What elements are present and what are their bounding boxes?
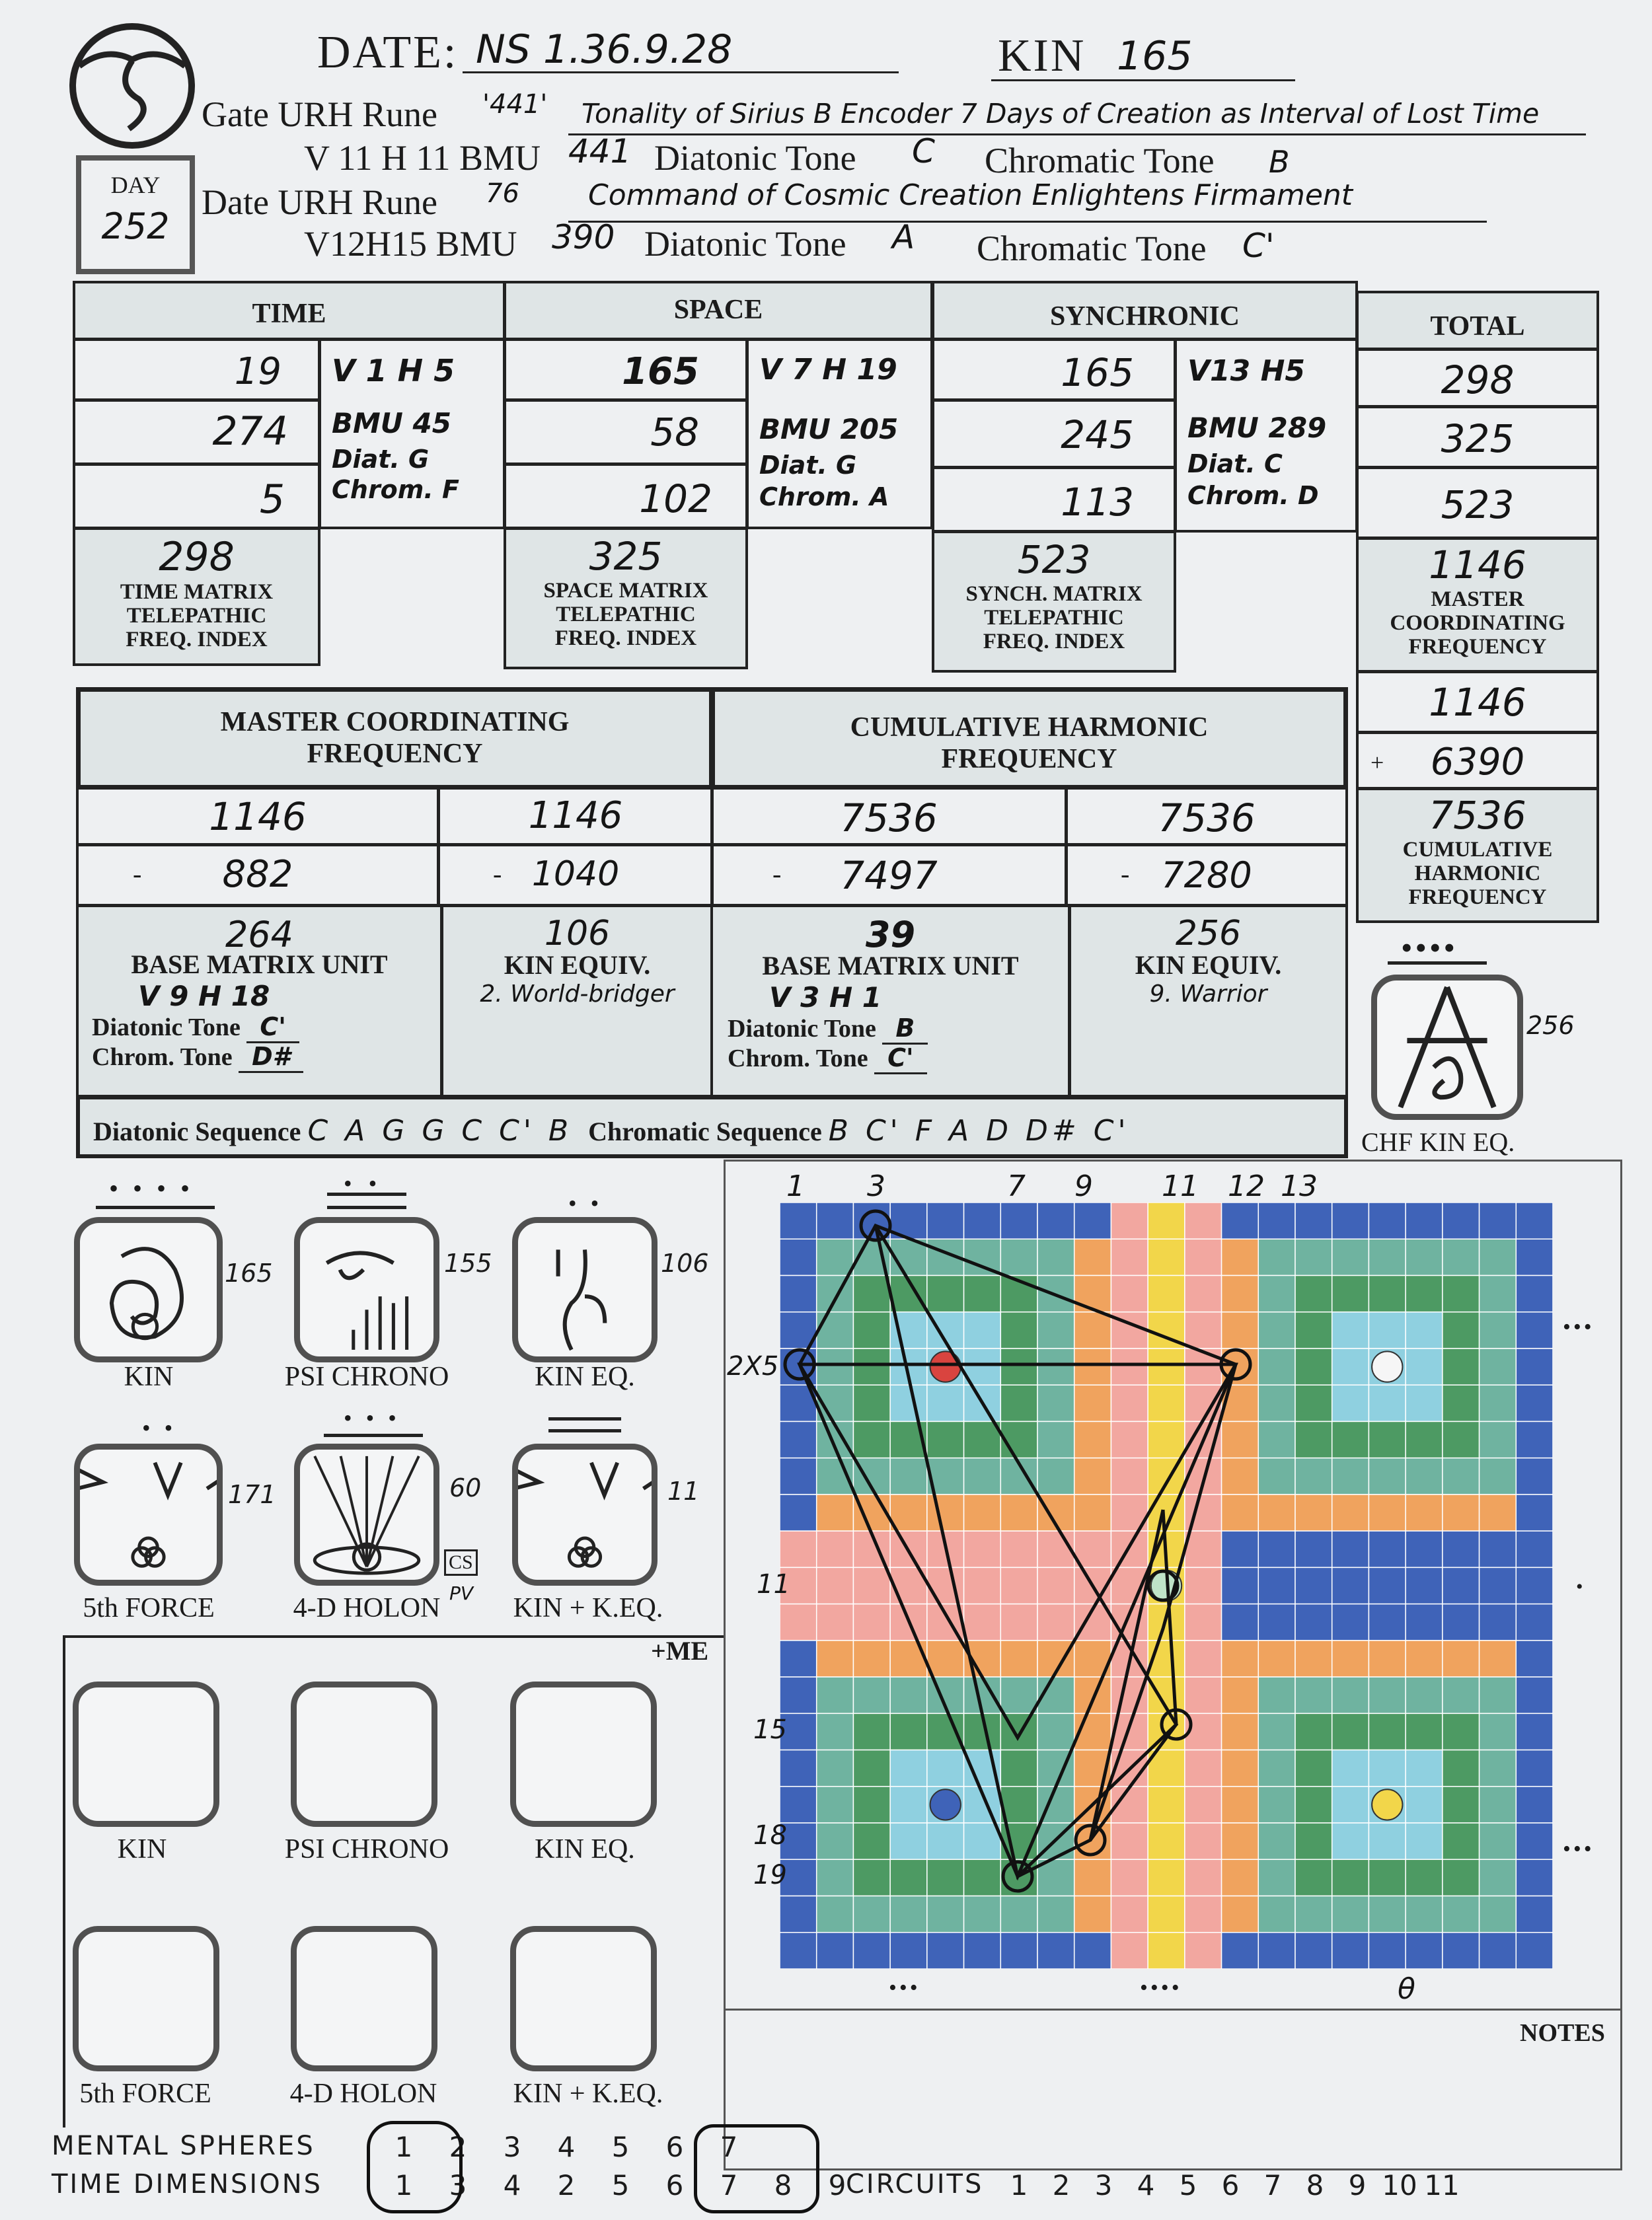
calc-res-value: 39 (865, 914, 916, 955)
chf-caption: CUMULATIVE (1402, 838, 1553, 862)
kin-equiv-name: 9. Warrior (1149, 980, 1267, 1008)
top-mark: 7 (1007, 1169, 1026, 1203)
side-mark-2x5: 2X5 (727, 1351, 779, 1382)
sync-caption: SYNCH. MATRIX (965, 582, 1143, 606)
me-kin-eq-box[interactable] (510, 1682, 657, 1827)
holon-pv: PV (449, 1582, 474, 1604)
calc-top-1 (76, 786, 439, 846)
chf-value: 7536 (1429, 793, 1526, 838)
mcf-title: MASTER COORDINATING (220, 707, 570, 737)
master-coordinating-frequency (1356, 537, 1599, 673)
time-diat: Diat. G (332, 445, 430, 474)
top-mark: 3 (867, 1169, 885, 1203)
time-dimension-number[interactable]: 8 (774, 2169, 792, 2202)
mcf-value: 1146 (1429, 542, 1526, 587)
chf-title: CUMULATIVE HARMONIC (850, 712, 1209, 743)
time-caption: TIME MATRIX (120, 580, 274, 604)
holon-cs: CS (444, 1549, 478, 1576)
circuit-number[interactable]: 7 (1263, 2169, 1282, 2202)
date-diatonic: A (892, 218, 915, 256)
chf-plus (1356, 731, 1599, 790)
time-val-1 (73, 338, 320, 401)
bmu-vh: V 3 H 1 (769, 981, 882, 1014)
gate-vh-label: V 11 H 11 BMU (304, 138, 541, 178)
circuit-number[interactable]: 5 (1179, 2169, 1197, 2202)
me-holon-box[interactable] (291, 1926, 437, 2071)
total-val-1 (1356, 348, 1599, 408)
sync-vh: V13 H5 (1187, 354, 1306, 388)
chf-kin-eq-dots: •••• (1401, 929, 1458, 966)
diat-label: Diatonic Tone (92, 1014, 241, 1041)
plus-sign: + (1370, 749, 1384, 776)
calc-res-value: 256 (1175, 914, 1242, 953)
holon-glyph-icon (300, 1450, 433, 1580)
space-total (504, 527, 748, 669)
time-caption: TELEPATHIC (126, 604, 267, 628)
calc-res-value: 106 (544, 914, 611, 953)
me-psi-chrono-label: PSI CHRONO (284, 1834, 449, 1865)
date-label: DATE: (317, 27, 459, 78)
chf-kin-eq-label: CHF KIN EQ. (1361, 1127, 1515, 1157)
mcf-caption: MASTER (1431, 587, 1524, 611)
sync-value: 245 (1061, 412, 1134, 457)
date-chromatic: C' (1242, 227, 1275, 265)
chf-caption: FREQUENCY (1408, 885, 1547, 909)
holon-label: 4-D HOLON (293, 1593, 441, 1623)
circuit-number[interactable]: 8 (1306, 2169, 1324, 2202)
space-title: SPACE (673, 295, 763, 325)
diat-value: C' (246, 1012, 299, 1043)
total-value: 523 (1441, 482, 1515, 527)
day-value: 252 (101, 205, 170, 247)
total-title: TOTAL (1430, 311, 1525, 342)
me-holon-label: 4-D HOLON (289, 2079, 437, 2109)
time-val-3 (73, 463, 320, 529)
date-rune-label: Date URH Rune (202, 182, 437, 222)
circuit-number[interactable]: 9 (1348, 2169, 1367, 2202)
date-rune-value: 76 (486, 178, 519, 209)
calc-sub-value: 7280 (1161, 854, 1252, 896)
calc-top-value: 7536 (1158, 796, 1256, 840)
mental-sphere-number[interactable]: 2 (449, 2131, 467, 2163)
warrior-glyph-icon (1377, 980, 1517, 1114)
time-value: 5 (259, 476, 285, 523)
time-meta (319, 338, 506, 529)
mcf-title: FREQUENCY (307, 739, 483, 769)
calc-top-4 (1065, 786, 1348, 846)
time-total-value: 298 (159, 534, 235, 580)
kin-eq-glyph (512, 1217, 657, 1362)
me-kin-plus-keq-box[interactable] (510, 1926, 657, 2071)
me-kin-plus-keq-label: KIN + K.EQ. (513, 2079, 663, 2109)
sync-chrom: Chrom. D (1187, 481, 1319, 510)
calc-sub-3 (710, 844, 1067, 906)
chromatic-seq-label: Chromatic Sequence (588, 1117, 822, 1146)
calc-top-3 (710, 786, 1067, 846)
sync-caption: FREQ. INDEX (983, 630, 1125, 653)
total-val-3 (1356, 466, 1599, 539)
psi-chrono-label: PSI CHRONO (284, 1362, 449, 1392)
me-kin-label: KIN (117, 1834, 167, 1865)
mental-sphere-number[interactable]: 6 (665, 2131, 684, 2163)
calc-sub-value: 7497 (840, 853, 938, 898)
kin-plus-keq-label: KIN + K.EQ. (513, 1593, 663, 1623)
calc-top-value: 1146 (528, 794, 623, 837)
me-fifth-force-label: 5th FORCE (79, 2079, 211, 2109)
chf-plus-value: 6390 (1430, 741, 1525, 784)
date-diatonic-label: Diatonic Tone (644, 224, 846, 264)
space-value: 102 (639, 476, 712, 521)
gate-chromatic: B (1269, 144, 1290, 180)
kin-glyph-num: 165 (225, 1259, 273, 1288)
sync-total-value: 523 (1017, 537, 1091, 582)
space-chrom: Chrom. A (759, 482, 889, 511)
space-val-1 (504, 338, 748, 401)
diat-label: Diatonic Tone (728, 1015, 876, 1043)
diat-value: B (882, 1014, 928, 1045)
side-mark-15: 15 (753, 1715, 787, 1745)
time-val-2 (73, 399, 320, 465)
sync-val-3 (932, 466, 1176, 533)
space-caption: FREQ. INDEX (554, 626, 697, 650)
time-dimension-number[interactable]: 1 (394, 2169, 413, 2202)
circuit-number[interactable]: 10 (1382, 2169, 1417, 2202)
minus-sign: - (772, 859, 782, 889)
psi-chrono-glyph (294, 1217, 439, 1362)
time-vh: V 1 H 5 (332, 353, 455, 388)
kin-plus-keq-num: 11 (667, 1477, 700, 1506)
time-chrom: Chrom. F (332, 475, 460, 504)
gate-rune-label: Gate URH Rune (202, 94, 437, 134)
gate-rune-text: Tonality of Sirius B Encoder 7 Days of Creation as Interval of Lost Time (582, 98, 1540, 130)
calc-res-value: 264 (225, 914, 294, 955)
time-dimensions-label: TIME DIMENSIONS (52, 2169, 323, 2200)
calc-top-2 (437, 786, 714, 846)
time-dimension-number[interactable]: 5 (611, 2169, 630, 2202)
kin-plus-keq-glyph (512, 1444, 657, 1586)
time-dimension-number[interactable]: 3 (449, 2169, 467, 2202)
sync-total (932, 531, 1176, 673)
chf-kin-eq-glyph (1371, 975, 1523, 1120)
gate-rune-value: '441' (482, 89, 548, 120)
sequence-row (76, 1095, 1348, 1158)
bmu-label: BASE MATRIX UNIT (131, 949, 388, 979)
cumulative-harmonic-frequency (1356, 788, 1599, 923)
chrom-value: D# (239, 1042, 303, 1073)
date-vh-label: V12H15 BMU (304, 224, 517, 264)
circuits-label: CIRCUITS (846, 2169, 984, 2200)
grid-bottom-mark: θ (1398, 1972, 1415, 2006)
diatonic-seq-label: Diatonic Sequence (93, 1117, 301, 1146)
time-total (73, 527, 320, 666)
sync-diat: Diat. C (1187, 449, 1283, 478)
mental-sphere-number[interactable]: 7 (720, 2131, 738, 2163)
mental-sphere-number[interactable]: 4 (557, 2131, 576, 2163)
chromatic-seq: B C' F A D D# C' (828, 1114, 1130, 1148)
total-value: 325 (1441, 416, 1515, 461)
calc-sub-value: 882 (222, 853, 293, 896)
calc-res-2 (441, 905, 714, 1097)
sphere-loop (367, 2121, 463, 2213)
diatonic-seq: C A G G C C' B (307, 1114, 573, 1148)
fifth-force-glyph (74, 1444, 223, 1586)
time-caption: FREQ. INDEX (126, 628, 268, 651)
top-mark: 1 (786, 1169, 805, 1203)
minus-sign: - (1121, 859, 1130, 889)
mcf-carry (1356, 671, 1599, 733)
calc-res-3 (710, 905, 1070, 1097)
mcf-carry-value: 1146 (1429, 680, 1526, 725)
time-dimension-number[interactable]: 4 (503, 2169, 521, 2202)
calc-res-1 (76, 905, 443, 1097)
sync-value: 165 (1061, 350, 1134, 395)
space-diat: Diat. G (759, 451, 857, 480)
time-value: 19 (234, 350, 282, 393)
gate-diatonic-label: Diatonic Tone (654, 138, 856, 178)
me-kin-eq-label: KIN EQ. (535, 1834, 635, 1865)
space-val-3 (504, 463, 748, 529)
kin-equiv-label: KIN EQUIV. (1135, 950, 1282, 980)
sync-bmu: BMU 289 (1187, 412, 1327, 444)
time-dimension-number[interactable]: 7 (720, 2169, 738, 2202)
space-header (504, 281, 933, 340)
calc-top-value: 7536 (840, 796, 938, 840)
chf-title-cell (710, 687, 1348, 790)
space-total-value: 325 (589, 534, 663, 579)
top-mark: 9 (1074, 1169, 1093, 1203)
total-val-2 (1356, 406, 1599, 468)
fifth-force-label: 5th FORCE (83, 1593, 215, 1623)
circuits-list (998, 2169, 1463, 2202)
chrom-label: Chrom. Tone (728, 1045, 868, 1072)
circuit-number[interactable]: 4 (1137, 2169, 1155, 2202)
date-rune-text: Command of Cosmic Creation Enlightens Firmament (588, 178, 1353, 212)
space-caption: SPACE MATRIX (543, 579, 708, 603)
kin-equiv-label: KIN EQUIV. (504, 950, 651, 980)
mental-sphere-number[interactable]: 5 (611, 2131, 630, 2163)
date-bmu: 390 (552, 218, 615, 256)
time-dimension-number[interactable]: 9 (828, 2169, 846, 2202)
total-header (1356, 291, 1599, 350)
time-dimension-number[interactable]: 2 (557, 2169, 576, 2202)
time-title: TIME (252, 299, 326, 329)
top-mark: 13 (1281, 1169, 1318, 1203)
total-value: 298 (1441, 357, 1515, 402)
space-value: 165 (622, 350, 699, 393)
space-bmu: BMU 205 (759, 413, 899, 445)
day-box (76, 155, 195, 274)
kin-equiv-name: 2. World-bridger (480, 980, 675, 1008)
world-bridger-glyph-icon (518, 1223, 652, 1356)
side-mark-11: 11 (757, 1569, 790, 1600)
time-dimension-number[interactable]: 6 (665, 2169, 684, 2202)
mcf-caption: FREQUENCY (1408, 635, 1547, 659)
me-fifth-force-box[interactable] (73, 1926, 219, 2071)
calc-sub-4 (1065, 844, 1348, 906)
sync-meta (1174, 338, 1358, 533)
sync-value: 113 (1061, 480, 1134, 525)
date-chromatic-label: Chromatic Tone (977, 229, 1207, 268)
chrom-label: Chrom. Tone (92, 1043, 233, 1071)
gate-chromatic-label: Chromatic Tone (985, 141, 1215, 180)
sync-header (932, 281, 1358, 340)
minus-sign: - (493, 859, 502, 889)
sync-caption: TELEPATHIC (984, 606, 1124, 630)
side-mark-19: 19 (753, 1860, 787, 1890)
kin-eq-num: 106 (661, 1249, 709, 1278)
hand-glyph-icon (80, 1223, 217, 1356)
circuit-number[interactable]: 2 (1052, 2169, 1070, 2202)
fifth-force-num: 171 (228, 1480, 276, 1509)
chf-title: FREQUENCY (941, 744, 1117, 774)
dimension-loop (694, 2124, 819, 2213)
space-caption: TELEPATHIC (556, 603, 696, 626)
kin-plus-keq-glyph-icon (518, 1450, 652, 1580)
circuit-number[interactable]: 6 (1221, 2169, 1240, 2202)
calc-res-4 (1069, 905, 1348, 1097)
gate-bmu: 441 (568, 132, 632, 170)
circuit-number[interactable]: 11 (1424, 2169, 1460, 2202)
grid-top-marks (786, 1169, 1318, 1203)
psi-chrono-glyph-icon (300, 1223, 433, 1356)
kin-eq-label: KIN EQ. (535, 1362, 635, 1392)
mental-sphere-number[interactable]: 3 (503, 2131, 521, 2163)
bmu-vh: V 9 H 18 (138, 980, 270, 1012)
space-value: 58 (650, 410, 699, 455)
date-value: NS 1.36.9.28 (476, 26, 733, 73)
psi-chrono-num: 155 (444, 1249, 492, 1278)
plotted-path (780, 1202, 1553, 1969)
holon-glyph (294, 1444, 439, 1586)
sync-title: SYNCHRONIC (1049, 301, 1240, 332)
holon-num: 60 (449, 1473, 482, 1502)
me-kin-box[interactable] (73, 1682, 219, 1827)
mcf-caption: COORDINATING (1390, 611, 1565, 635)
gate-diatonic: C (912, 132, 935, 170)
sync-val-1 (932, 338, 1176, 401)
calc-sub-value: 1040 (531, 854, 620, 894)
bmu-label: BASE MATRIX UNIT (762, 951, 1019, 980)
calc-sub-1 (76, 844, 439, 906)
mental-spheres-label: MENTAL SPHERES (52, 2131, 315, 2161)
mcf-title-cell (76, 687, 714, 790)
time-value: 274 (212, 408, 288, 455)
circuit-number[interactable]: 3 (1094, 2169, 1113, 2202)
chf-caption: HARMONIC (1414, 862, 1541, 885)
kin-value: 165 (1117, 33, 1193, 79)
me-psi-chrono-box[interactable] (291, 1682, 437, 1827)
space-vh: V 7 H 19 (759, 353, 897, 387)
kin-glyph (74, 1217, 223, 1362)
chf-kin-eq-value: 256 (1526, 1011, 1575, 1040)
side-mark-18: 18 (753, 1820, 787, 1851)
space-meta (746, 338, 933, 529)
mental-sphere-number[interactable]: 1 (394, 2131, 413, 2163)
chrom-value: C' (874, 1043, 927, 1074)
time-header (73, 281, 506, 340)
circuit-number[interactable]: 1 (1010, 2169, 1028, 2202)
calc-top-value: 1146 (209, 794, 307, 839)
kin-label: KIN (998, 30, 1086, 81)
day-label: DAY (110, 172, 161, 198)
fifth-force-glyph-icon (80, 1450, 217, 1580)
top-mark: 12 (1228, 1169, 1265, 1203)
space-val-2 (504, 399, 748, 465)
sync-val-2 (932, 399, 1176, 468)
minus-sign: - (133, 859, 142, 889)
top-mark: 11 (1162, 1169, 1199, 1203)
notes-label: NOTES (1520, 2019, 1605, 2047)
time-bmu: BMU 45 (332, 407, 451, 439)
me-label: +ME (651, 1636, 709, 1666)
calc-sub-2 (437, 844, 714, 906)
seal-icon (66, 20, 198, 152)
kin-glyph-label: KIN (124, 1362, 174, 1392)
